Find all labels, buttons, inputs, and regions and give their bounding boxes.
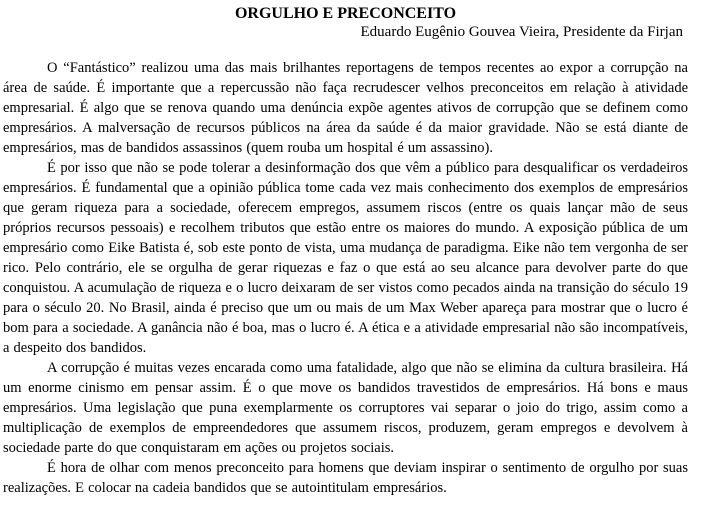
article-body (3, 58, 688, 498)
paragraph-4: É hora de olhar com menos preconceito para homens que deviam inspirar o sentimento de orgulho por suas realizações. E colocar na cadeia bandidos que se autointitulam empresários. (3, 460, 688, 496)
article-byline: Eduardo Eugênio Gouvea Vieira, Presidente da Firjan (360, 24, 683, 40)
paragraph-3: A corrupção é muitas vezes encarada como uma fatalidade, algo que não se elimina da cultura brasileira. Há um enorme cinismo em pensar assim. É o que move os bandidos travestidos de empresários. Há bons e maus empresários. Uma legislação que puna exemplarmente os corruptores vai separar o joio do trigo, assim como a multiplicação de exemplos de empreendedores que assumem riscos, produzem, geram empregos e devolvem à sociedade parte do que conquistaram em ações ou projetos sociais. (3, 360, 688, 456)
paragraph-1: O “Fantástico” realizou uma das mais brilhantes reportagens de tempos recentes ao expor a corrupção na área de saúde. É importante que a repercussão não faça recrudescer velhos preconceitos em relação à atividade empresarial. É algo que se renova quando uma denúncia expõe agentes ativos de corrupção que se definem como empresários. A malversação de recursos públicos na área da saúde é da maior gravidade. Não se está diante de empresários, mas de bandidos assassinos (quem rouba um hospital é um assassino). (3, 60, 688, 156)
paragraph-2: É por isso que não se pode tolerar a desinformação dos que vêm a público para desqualificar os verdadeiros empresários. É fundamental que a opinião pública tome cada vez mais conhecimento dos exemplos de empresários que geram riqueza para a sociedade, oferecem empregos, assumem riscos (entre os quais lançar mão de seus próprios recursos pessoais) e recolhem tributos que estão entre os maiores do mundo. A exposição pública de um empresário como Eike Batista é, sob este ponto de vista, uma mudança de paradigma. Eike não tem vergonha de ser rico. Pelo contrário, ele se orgulha de gerar riquezas e faz o que está ao seu alcance para devolver parte do que conquistou. A acumulação de riqueza e o lucro deixaram de ser vistos como pecados ainda na transição do século 19 para o século 20. No Brasil, ainda é preciso que um ou mais de um Max Weber apareça para mostrar que o lucro é bom para a sociedade. A ganância não é boa, mas o lucro é. A ética e a atividade empresarial não são incompatíveis, a despeito dos bandidos. (3, 160, 688, 356)
article-title: ORGULHO E PRECONCEITO (234, 5, 457, 22)
